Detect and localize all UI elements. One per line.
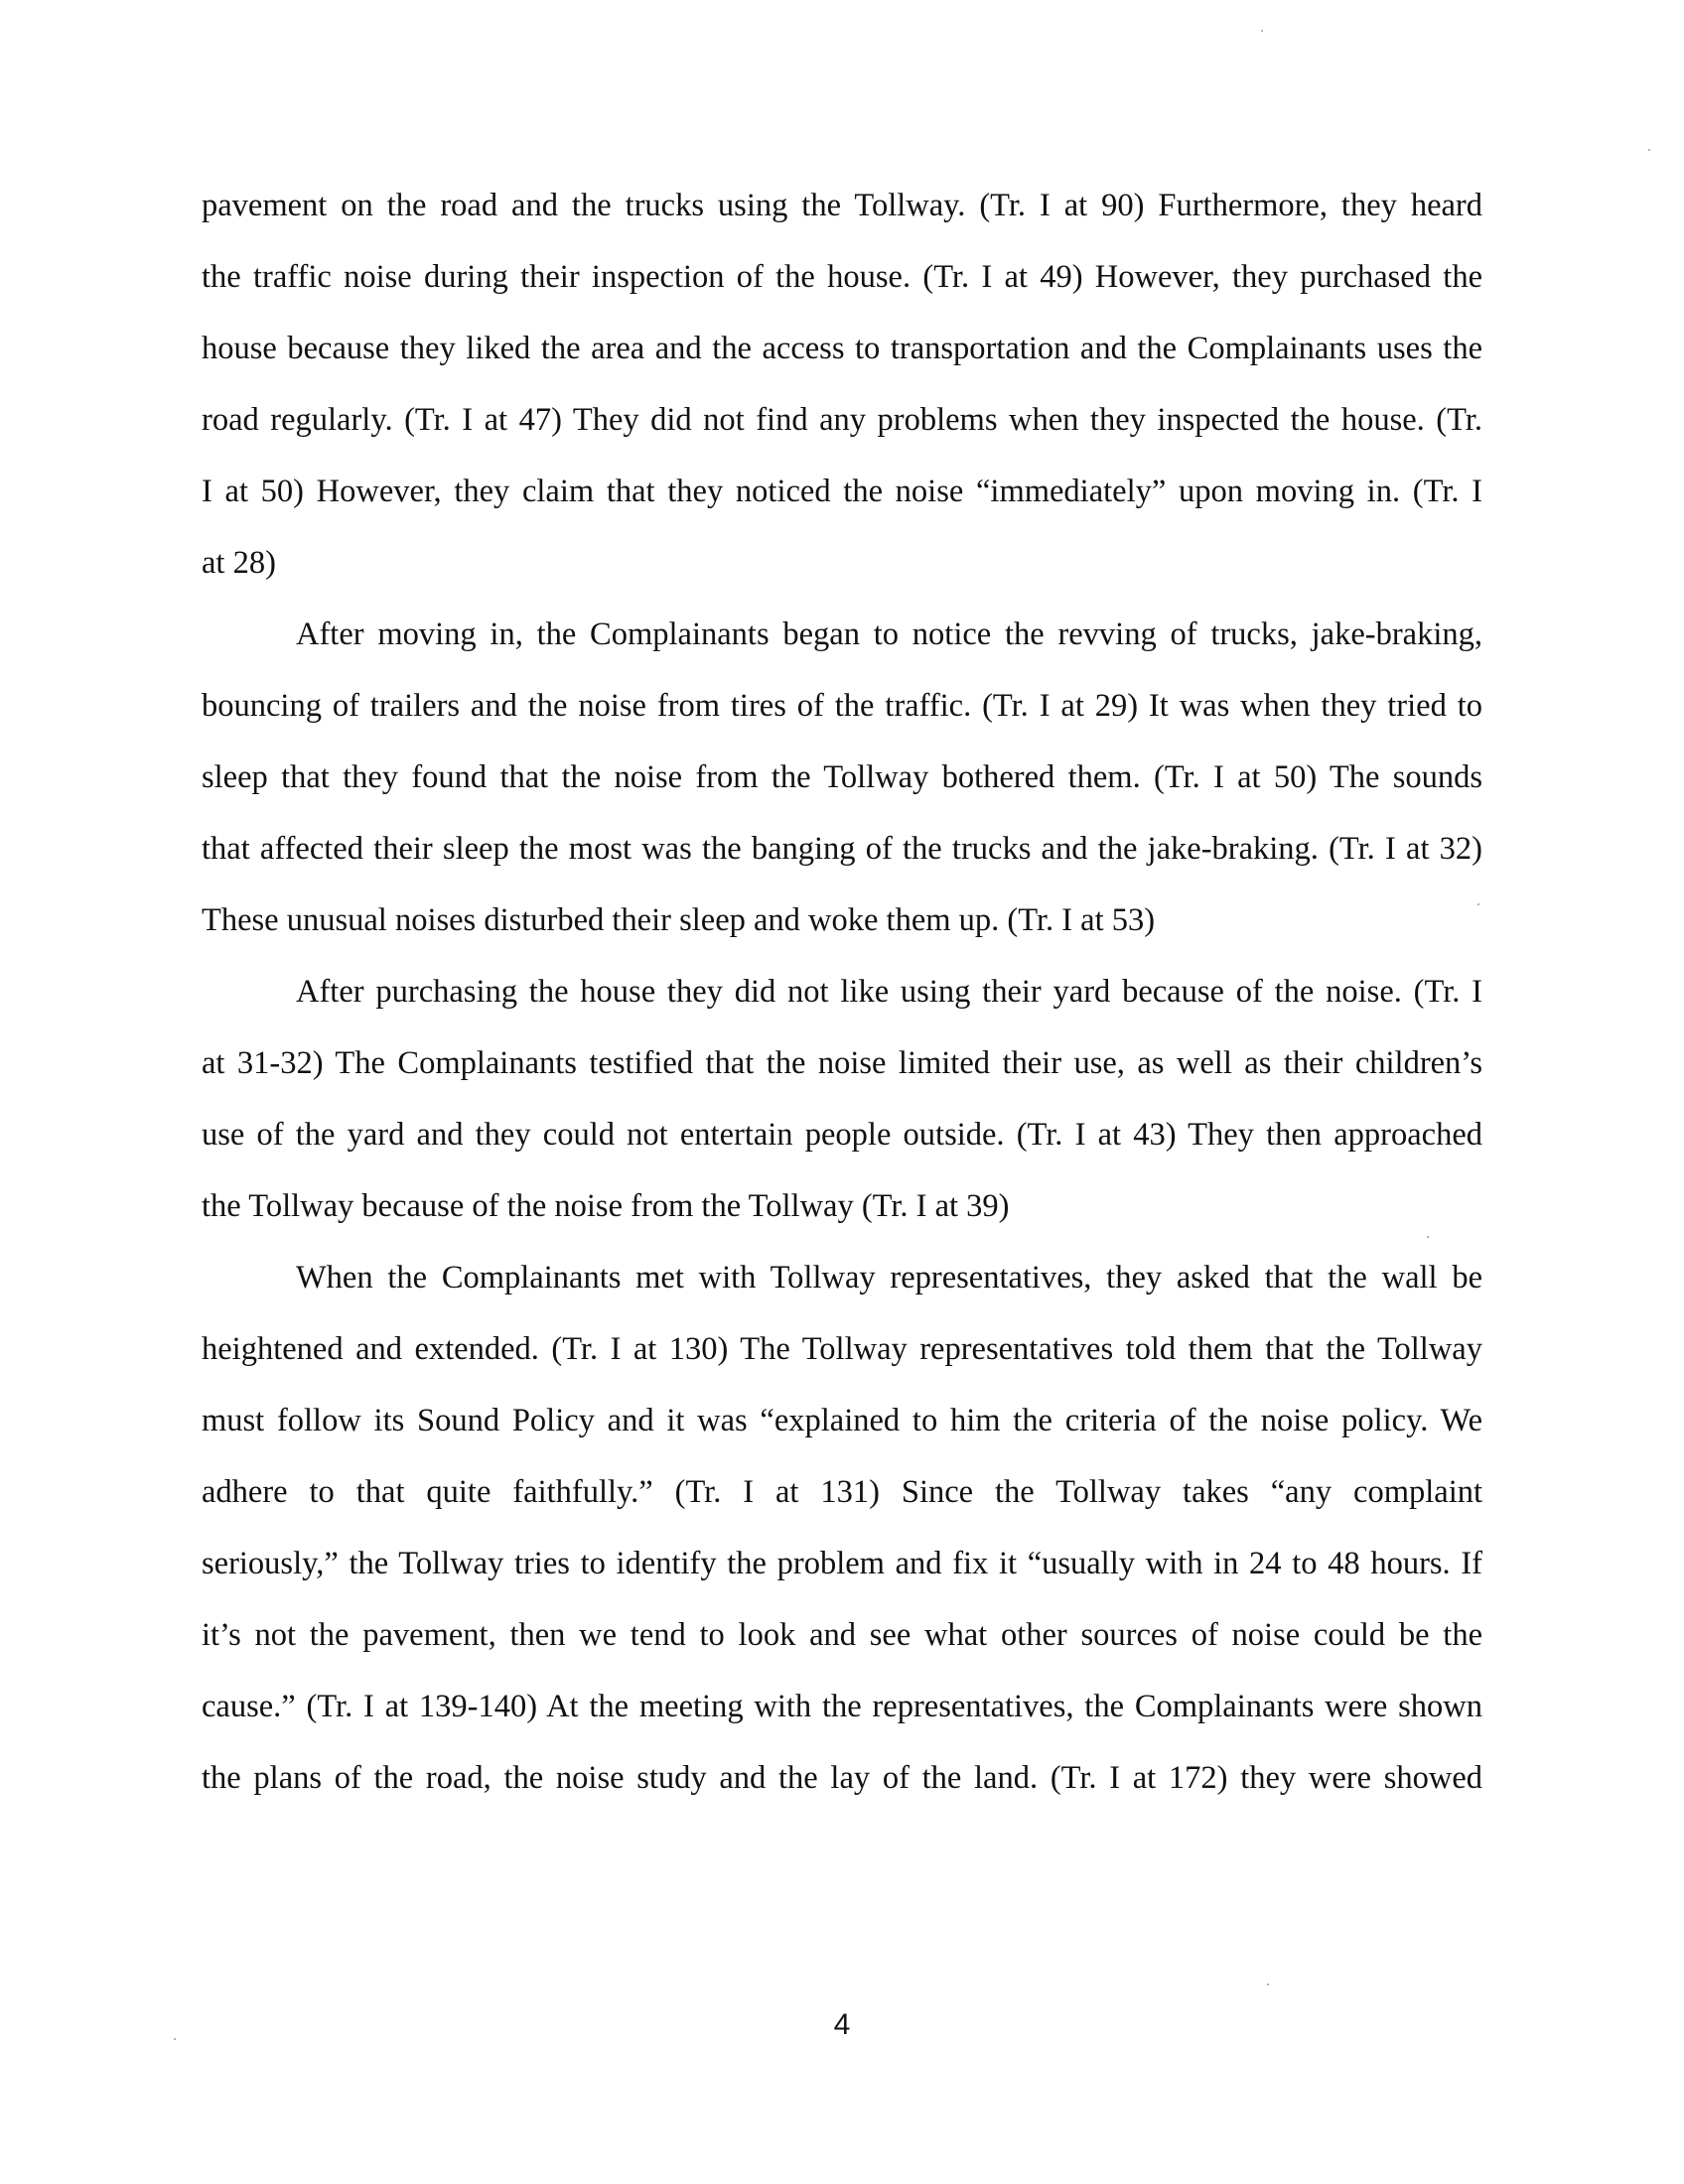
paragraph-4-line-5: seriously,” the Tollway tries to identify the problem and fix it “usually with in 24 to 48 hours. If: [202, 1546, 1482, 1581]
paragraph-2-line-1: After moving in, the Complainants began to notice the revving of trucks, jake-braking,: [296, 616, 1482, 652]
paragraph-3-line-1: After purchasing the house they did not like using their yard because of the noise. (Tr. I: [296, 974, 1482, 1010]
scan-speck: [1261, 30, 1263, 32]
paragraph-4-line-1: When the Complainants met with Tollway representatives, they asked that the wall be: [296, 1260, 1482, 1296]
paragraph-3-line-4: the Tollway because of the noise from the Tollway (Tr. I at 39): [202, 1188, 1010, 1224]
paragraph-2-line-3: sleep that they found that the noise from the Tollway bothered them. (Tr. I at 50) The sounds: [202, 759, 1482, 795]
paragraph-4-line-6: it’s not the pavement, then we tend to look and see what other sources of noise could be the: [202, 1617, 1482, 1653]
scan-speck: [1267, 1983, 1269, 1985]
paragraph-2-line-2: bouncing of trailers and the noise from tires of the traffic. (Tr. I at 29) It was when they tried to: [202, 688, 1482, 724]
paragraph-1-line-5: I at 50) However, they claim that they noticed the noise “immediately” upon moving in. (Tr. I: [202, 474, 1482, 509]
paragraph-4-line-2: heightened and extended. (Tr. I at 130) The Tollway representatives told them that the Tollway: [202, 1331, 1482, 1367]
paragraph-4-line-7: cause.” (Tr. I at 139-140) At the meeting with the representatives, the Complainants were shown: [202, 1689, 1482, 1724]
paragraph-4-line-8: the plans of the road, the noise study and the lay of the land. (Tr. I at 172) they were showed: [202, 1760, 1482, 1796]
paragraph-1-line-6: at 28): [202, 545, 276, 581]
scan-speck: [174, 2038, 176, 2040]
paragraph-2-line-4: that affected their sleep the most was the banging of the trucks and the jake-braking. (Tr. I at 32): [202, 831, 1482, 867]
scan-speck: [1648, 149, 1650, 151]
scan-speck: [1477, 903, 1479, 905]
page-number: 4: [833, 2008, 851, 2041]
paragraph-3-line-2: at 31-32) The Complainants testified that the noise limited their use, as well as their children’s: [202, 1045, 1482, 1081]
scan-speck: [1427, 1236, 1429, 1238]
paragraph-1-line-1: pavement on the road and the trucks using the Tollway. (Tr. I at 90) Furthermore, they heard: [202, 188, 1482, 223]
paragraph-4-line-4: adhere to that quite faithfully.” (Tr. I at 131) Since the Tollway takes “any complaint: [202, 1474, 1482, 1510]
paragraph-3-line-3: use of the yard and they could not entertain people outside. (Tr. I at 43) They then approached: [202, 1117, 1482, 1153]
paragraph-4-line-3: must follow its Sound Policy and it was “explained to him the criteria of the noise policy. We: [202, 1403, 1482, 1438]
paragraph-1-line-2: the traffic noise during their inspection of the house. (Tr. I at 49) However, they purchased the: [202, 259, 1482, 295]
paragraph-1-line-4: road regularly. (Tr. I at 47) They did not find any problems when they inspected the house. (Tr.: [202, 402, 1482, 438]
paragraph-2-line-5: These unusual noises disturbed their sleep and woke them up. (Tr. I at 53): [202, 902, 1156, 938]
paragraph-1-line-3: house because they liked the area and the access to transportation and the Complainants uses the: [202, 331, 1482, 366]
